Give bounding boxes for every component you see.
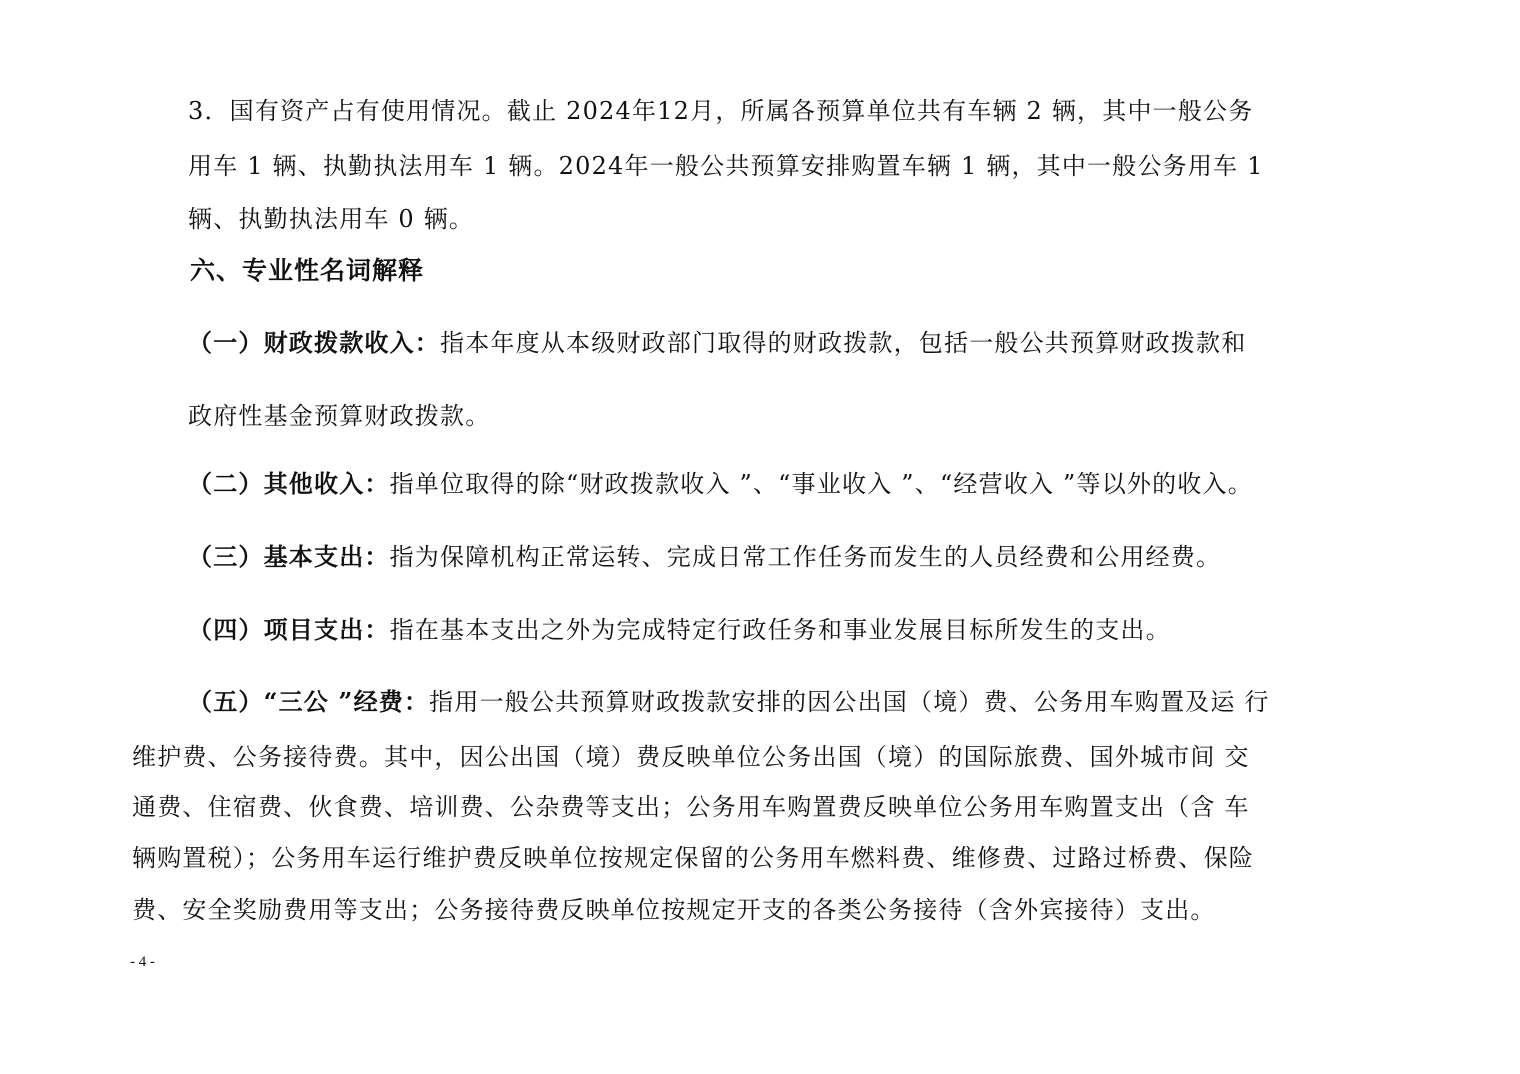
definition-text: 指本年度从本级财政部门取得的财政拨款，包括一般公共预算财政拨款和	[440, 329, 1247, 357]
definition-text: 指用一般公共预算财政拨款安排的因公出国（境）费、公务用车购置及运 行	[429, 688, 1270, 716]
definition-three-public-expenses-line4: 辆购置税）；公务用车运行维护费反映单位按规定保留的公务用车燃料费、维修费、过路过桥费、保险	[132, 844, 1254, 872]
section3-line1: 3．国有资产占有使用情况。截止 2024年12月，所属各预算单位共有车辆 2 辆，其中一般公务	[188, 97, 1254, 125]
definition-project-expenditure	[188, 615, 1171, 645]
definition-text: 指为保障机构正常运转、完成日常工作任务而发生的人员经费和公用经费。	[389, 543, 1222, 571]
page-number: - 4 -	[130, 954, 155, 970]
definition-other-income	[188, 469, 1253, 499]
definition-financial-appropriation	[188, 328, 1246, 358]
section3-line2: 用车 1 辆、执勤执法用车 1 辆。2024年一般公共预算安排购置车辆 1 辆，其中一般公务用车 1	[188, 152, 1264, 180]
section3-line3: 辆、执勤执法用车 0 辆。	[188, 205, 475, 233]
definition-text: 指单位取得的除“财政拨款收入 ”、“事业收入 ”、“经营收入 ”等以外的收入。	[389, 470, 1253, 498]
term-label: （三）基本支出：	[188, 542, 390, 571]
section6-heading: 六、专业性名词解释	[190, 256, 425, 285]
definition-text: 指在基本支出之外为完成特定行政任务和事业发展目标所发生的支出。	[389, 616, 1171, 644]
definition-three-public-expenses-line3: 通费、住宿费、伙食费、培训费、公杂费等支出；公务用车购置费反映单位公务用车购置支出（含 车	[132, 793, 1250, 821]
term-label: （一）财政拨款收入：	[188, 328, 440, 357]
definition-three-public-expenses	[188, 687, 1270, 717]
definition-three-public-expenses-line2: 维护费、公务接待费。其中，因公出国（境）费反映单位公务出国（境）的国际旅费、国外城市间 交	[132, 743, 1250, 771]
term-label: （五）“三公 ”经费：	[188, 687, 430, 716]
definition-basic-expenditure	[188, 542, 1221, 572]
term-label: （二）其他收入：	[188, 469, 390, 498]
definition-three-public-expenses-line5: 费、安全奖励费用等支出；公务接待费反映单位按规定开支的各类公务接待（含外宾接待）支出。	[132, 896, 1216, 924]
definition-financial-appropriation-cont: 政府性基金预算财政拨款。	[188, 402, 491, 430]
term-label: （四）项目支出：	[188, 615, 390, 644]
